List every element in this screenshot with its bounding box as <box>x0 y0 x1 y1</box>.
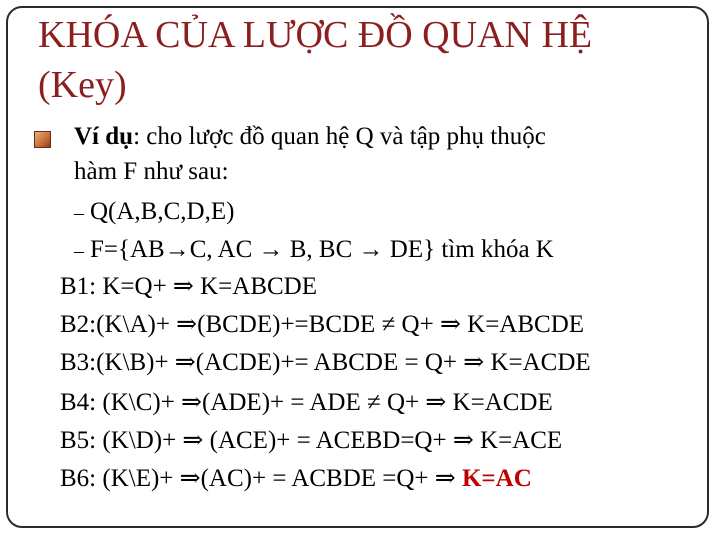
step-text: B3:(K\B)+ ⇒(ACDE)+= ABCDE = Q+ ⇒ K=ACDE <box>60 349 591 376</box>
sub-item-text: Q(A,B,C,D,E) <box>90 198 235 225</box>
step-text: B6: (K\E)+ ⇒(AC)+ = ACBDE =Q+ ⇒ <box>60 465 462 492</box>
dash-marker: – <box>74 202 84 224</box>
step-4 <box>60 388 553 418</box>
title-line-1: KHÓA CỦA LƯỢC ĐỒ QUAN HỆ <box>38 14 593 56</box>
intro-line-2 <box>74 157 229 187</box>
intro-text-1: : cho lược đồ quan hệ Q và tập phụ thuộc <box>133 123 546 150</box>
step-1 <box>60 272 317 302</box>
final-key-result: K=AC <box>461 465 532 492</box>
sub-item-text: F={AB→C, AC → B, BC → DE} tìm khóa K <box>90 236 554 263</box>
sub-item-schema <box>74 197 234 228</box>
square-bullet-icon <box>34 131 51 148</box>
step-text: B1: K=Q+ ⇒ K=ABCDE <box>60 273 318 300</box>
example-label: Ví dụ <box>74 123 134 150</box>
step-5 <box>60 426 562 456</box>
title-line-2: (Key) <box>38 64 127 106</box>
step-text: B2:(K\A)+ ⇒(BCDE)+=BCDE ≠ Q+ ⇒ K=ABCDE <box>60 311 585 338</box>
step-2 <box>60 310 584 340</box>
step-text: B5: (K\D)+ ⇒ (ACE)+ = ACEBD=Q+ ⇒ K=ACE <box>60 427 563 454</box>
slide-title <box>38 10 592 110</box>
step-text: B4: (K\C)+ ⇒(ADE)+ = ADE ≠ Q+ ⇒ K=ACDE <box>60 389 553 416</box>
step-3 <box>60 348 591 378</box>
dash-marker: – <box>74 240 84 262</box>
intro-line-1 <box>74 122 546 152</box>
step-6 <box>60 464 532 494</box>
sub-item-dependencies <box>74 235 554 266</box>
intro-text-2: hàm F như sau: <box>74 158 229 185</box>
